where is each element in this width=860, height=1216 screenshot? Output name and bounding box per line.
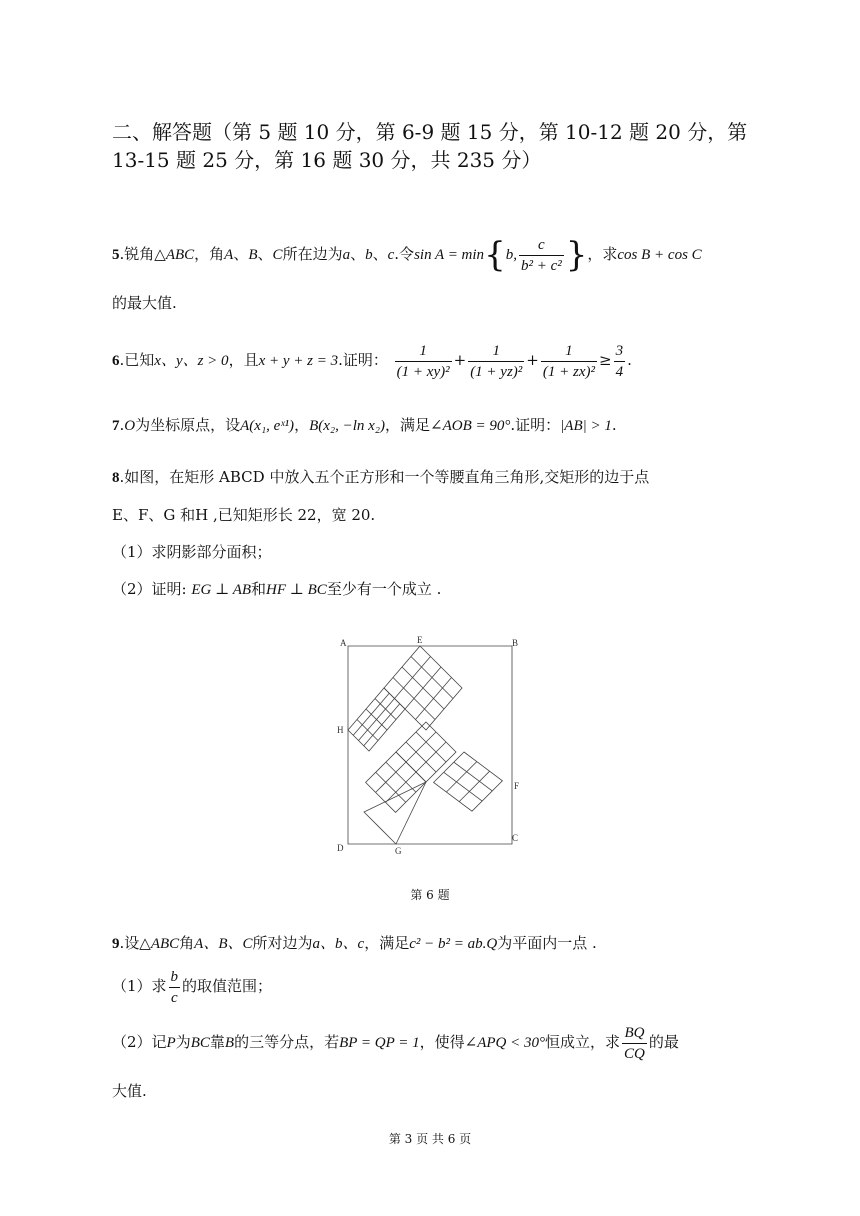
problem-9-q2: （2）记P为BC靠B的三等分点，若BP = QP = 1，使得∠APQ < 30°恒成立，求 $\frac{BQ}{CQ}$ 的最 — [112, 1024, 679, 1062]
label-G: G — [395, 846, 402, 856]
label-F: F — [514, 781, 520, 791]
problem-8-line1: 8.如图，在矩形 ABCD 中放入五个正方形和一个等腰直角三角形,交矩形的边于点 — [112, 468, 650, 486]
problem-5-line1: 5.锐角△ABC，角A、B、C所在边为a、b、c.令sin A = min{b, $\frac{c}{\text{b² + c²}}$ }，求cos B + cos C — [112, 235, 702, 275]
square-middle — [396, 722, 456, 782]
problem-number: 5 — [112, 247, 120, 263]
grid-line — [446, 762, 476, 792]
rectangle-squares-diagram — [334, 632, 530, 862]
problem-8-q1: （1）求阴影部分面积； — [112, 543, 272, 561]
figure-caption: 第 6 题 — [410, 888, 450, 902]
grid-line — [416, 678, 452, 720]
grid-line — [359, 699, 395, 741]
problem-number: 8 — [112, 470, 120, 486]
problem-number: 6 — [112, 353, 120, 369]
fraction: $\frac{1}{\text{(1 + xy)²}}$ — [396, 342, 450, 380]
problem-8-q2: （2）证明: EG ⊥ AB和HF ⊥ BC至少有一个成立 . — [112, 580, 442, 598]
problem-6: 6.已知x、y、z > 0，且x + y + z = 3.证明： $\frac{1}{\text{(1 + xy)²}}$ + $\frac{1}{\text{(1 + yz)²}}$ + $\frac{1}{\text{(1 + zx)²}}$ ≥ $\frac{3}{4}$ . — [112, 342, 632, 380]
grid-line — [375, 699, 396, 720]
page-footer: 第 3 页 共 6 页 — [388, 1132, 472, 1146]
problem-number: 9 — [112, 936, 120, 952]
cos-expression: cos B + cos C — [617, 247, 702, 263]
sin-expression: sin A = min — [414, 247, 485, 263]
geometry-figure — [334, 632, 530, 866]
fraction: $\frac{1}{\text{(1 + zx)²}}$ — [542, 342, 595, 380]
label-E: E — [417, 635, 423, 645]
section-heading: 二、解答题（第 5 题 10 分，第 6-9 题 15 分，第 10-12 题 20 分，第 13-15 题 25 分，第 16 题 30 分，共 235 分） — [112, 120, 748, 172]
label-B: B — [512, 638, 519, 648]
fraction: $\frac{BQ}{CQ}$ — [624, 1024, 645, 1062]
label-A: A — [340, 638, 347, 648]
label-H: H — [337, 725, 344, 735]
problem-9-line-last: 大值. — [112, 1082, 147, 1100]
problem-9-q1: （1）求 $\frac{b}{c}$ 的取值范围； — [112, 968, 273, 1006]
grid-line — [402, 667, 444, 709]
grid-line — [444, 772, 482, 801]
problem-8-line2: E、F、G 和H ,已知矩形长 22，宽 20. — [112, 506, 376, 524]
problem-number: 7 — [112, 418, 120, 434]
label-C: C — [512, 833, 519, 843]
grid-line — [364, 704, 400, 746]
grid-line — [393, 678, 435, 720]
problem-7: 7.O为坐标原点，设A(x₁, eˣ¹)，B(x₂, −ln x₂)，满足∠AOB = 90°.证明：|AB| > 1. — [112, 416, 617, 434]
fraction: $\frac{c}{\text{b² + c²}}$ — [520, 236, 562, 274]
grid-line — [459, 771, 489, 801]
square-lower-right — [434, 752, 503, 811]
problem-9-line1: 9.设△ABC角A、B、C所对边为a、b、c，满足c² − b² = ab.Q为平面内一点 . — [112, 934, 597, 952]
fraction: $\frac{1}{\text{(1 + yz)²}}$ — [470, 342, 523, 380]
grid-line — [454, 762, 492, 791]
fraction: $\frac{3}{4}$ — [615, 342, 624, 380]
fraction: $\frac{b}{c}$ — [170, 968, 179, 1006]
problem-5-line2: 的最大值. — [112, 294, 177, 312]
square-lower-left — [366, 752, 426, 812]
label-D: D — [337, 843, 344, 853]
